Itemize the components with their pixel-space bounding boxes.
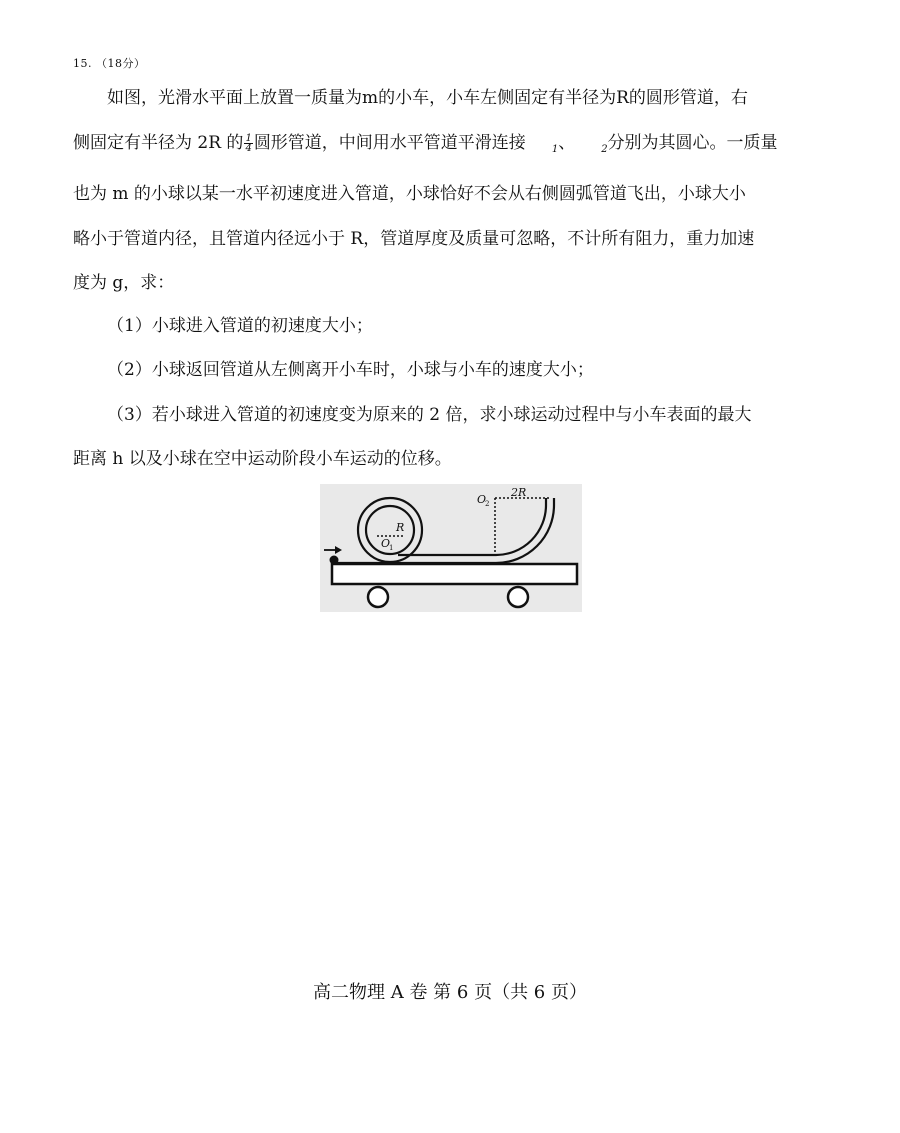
figure-background	[320, 484, 582, 612]
fraction-numerator: 1	[245, 132, 252, 144]
stem-line-3: 也为 m 的小球以某一水平初速度进入管道，小球恰好不会从右侧圆弧管道飞出，小球大小	[73, 184, 746, 204]
cart-body	[332, 564, 577, 584]
label-o1-sub: 1	[389, 544, 394, 552]
figure-svg	[320, 484, 582, 612]
label-o2: O	[477, 493, 487, 506]
fraction-denominator: 4	[245, 142, 252, 154]
stem-line-2-part-a: 侧固定有半径为 2R 的	[73, 132, 244, 153]
stem-line-2-part-c: 分别为其圆心。一质量	[607, 132, 778, 153]
cart-pipe-figure	[320, 484, 582, 612]
label-r: R	[396, 521, 405, 534]
sub-question-3-cont: 距离 h 以及小球在空中运动阶段小车运动的位移。	[73, 449, 452, 469]
stem-line-2-sep: 、	[558, 132, 576, 153]
stem-line-5: 度为 g，求：	[73, 273, 175, 293]
center-sub-1: 1	[551, 143, 559, 155]
ball	[330, 556, 339, 565]
cart-wheel-right	[508, 587, 528, 607]
stem-line-1: 如图，光滑水平面上放置一质量为m的小车，小车左侧固定有半径为R的圆形管道，右	[107, 88, 748, 108]
sub-question-3: （3）若小球进入管道的初速度变为原来的 2 倍，求小球运动过程中与小车表面的最大	[107, 405, 752, 425]
label-o1: O	[381, 537, 391, 550]
quarter-fraction	[244, 134, 252, 153]
question-number: 15. （18分）	[73, 57, 146, 70]
stem-line-2	[73, 121, 830, 173]
stem-line-4: 略小于管道内径，且管道内径远小于 R，管道厚度及质量可忽略，不计所有阻力，重力加速	[73, 228, 755, 249]
cart-wheel-left	[368, 587, 388, 607]
sub-question-2: （2）小球返回管道从左侧离开小车时，小球与小车的速度大小；	[107, 360, 594, 380]
center-sub-2: 2	[601, 143, 608, 155]
label-o2-sub: 2	[485, 500, 490, 508]
question-stem	[73, 76, 830, 306]
page-footer: 高二物理 A 卷 第 6 页（共 6 页）	[313, 982, 587, 1003]
label-2r: 2R	[511, 486, 527, 499]
stem-line-2-part-b: 圆形管道，中间用水平管道平滑连接	[253, 132, 526, 153]
sub-question-1: （1）小球进入管道的初速度大小；	[107, 316, 373, 336]
